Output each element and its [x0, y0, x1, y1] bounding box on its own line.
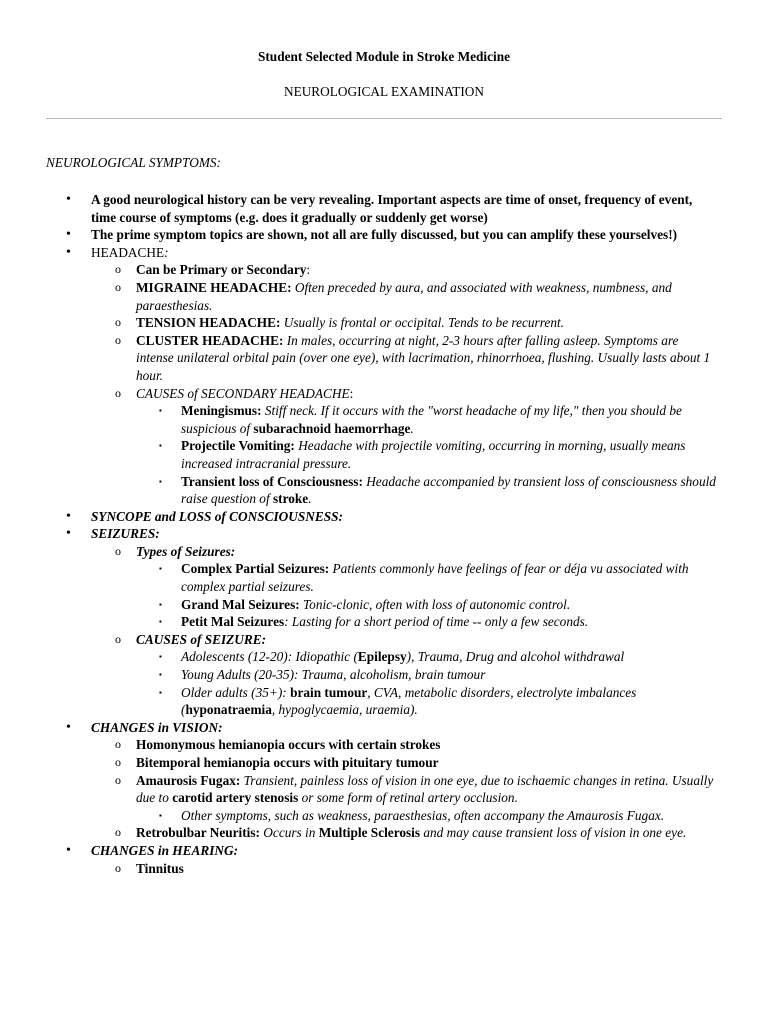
document-subtitle: NEUROLOGICAL EXAMINATION — [283, 84, 485, 99]
bullet-circle-icon: o — [115, 825, 121, 840]
bullet-circle-icon: o — [115, 860, 121, 875]
item-text: Headache with projectile vomiting, occurring in morning, usually means increased intracranial pressure. — [181, 438, 686, 471]
item-text: Complex Partial Seizures: — [181, 561, 330, 577]
item-text: TENSION HEADACHE: — [136, 315, 281, 331]
item-text: Older adults (35+): — [181, 684, 291, 700]
item-text: Grand Mal Seizures: — [181, 596, 300, 612]
bullet-disc-icon: • — [66, 244, 71, 260]
bullet-circle-icon: o — [115, 737, 121, 752]
item-text: Bitemporal hemianopia occurs with pituitary tumour — [136, 755, 439, 770]
list-item — [0, 560, 768, 595]
item-text: , hypoglycaemia, uraemia). — [271, 702, 418, 718]
bullet-square-icon: ▪ — [159, 441, 162, 451]
list-item — [0, 772, 768, 807]
item-text: subarachnoid haemorrhage — [253, 420, 411, 436]
list-item — [0, 613, 768, 631]
list-item — [0, 191, 768, 226]
item-text: CHANGES in VISION: — [91, 719, 223, 735]
item-text: Often preceded by aura, and associated with weakness, numbness, and paraesthesias. — [136, 279, 672, 313]
bullet-square-icon: ▪ — [159, 810, 162, 820]
bullet-circle-icon: o — [115, 332, 121, 347]
item-text: Retrobulbar Neuritis: — [136, 825, 260, 841]
item-text: Homonymous hemianopia occurs with certain strokes — [136, 737, 441, 753]
bullet-square-icon: ▪ — [159, 564, 162, 574]
item-text: SEIZURES: — [91, 526, 160, 542]
bullet-circle-icon: o — [115, 385, 121, 400]
item-text: Young Adults (20-35): Trauma, alcoholism, brain tumour — [181, 667, 486, 683]
list-item — [0, 648, 768, 666]
item-text: Projectile Vomiting: — [181, 438, 295, 454]
bullet-square-icon: ▪ — [159, 406, 162, 416]
item-text: Usually is frontal or occipital. Tends to be recurrent. — [280, 315, 564, 331]
list-item — [0, 437, 768, 472]
bullet-disc-icon: • — [66, 526, 71, 542]
item-text: Multiple Sclerosis — [318, 825, 421, 841]
item-text: The prime symptom topics are shown, not all are fully discussed, but you can amplify these yourselves!) — [91, 227, 678, 243]
item-text: : — [164, 244, 169, 260]
list-item — [0, 719, 768, 737]
item-text: Headache accompanied by transient loss of consciousness should raise question of — [181, 473, 716, 507]
item-text: Types of Seizures: — [136, 543, 236, 559]
item-text: carotid artery stenosis — [172, 790, 299, 806]
symptom-list — [0, 191, 768, 877]
bullet-disc-icon: • — [66, 192, 71, 207]
list-item — [0, 385, 768, 403]
item-text: , CVA, metabolic disorders, electrolyte imbalances ( — [181, 684, 637, 718]
item-text: Tonic-clonic, often with loss of autonomic control. — [299, 596, 571, 612]
item-text: stroke — [272, 491, 309, 507]
item-text: SYNCOPE and LOSS of CONSCIOUSNESS: — [91, 508, 343, 524]
item-text: Patients commonly have feelings of fear or déja vu associated with complex partial seizures. — [181, 561, 689, 595]
bullet-square-icon: ▪ — [159, 652, 162, 662]
list-item — [0, 754, 768, 772]
section-heading: NEUROLOGICAL SYMPTOMS: — [46, 155, 221, 170]
bullet-disc-icon: • — [66, 227, 71, 243]
list-item — [0, 226, 768, 244]
list-item — [0, 860, 768, 878]
item-text: hyponatraemia — [185, 702, 272, 718]
item-text: and may cause transient loss of vision in one eye. — [420, 825, 687, 841]
item-text: CAUSES of SECONDARY HEADACHE — [136, 385, 350, 401]
item-text: : Lasting for a short period of time -- only a few seconds. — [284, 614, 589, 630]
item-text: Petit Mal Seizures — [181, 614, 285, 630]
item-text: HEADACHE — [91, 244, 165, 260]
bullet-square-icon: ▪ — [159, 670, 162, 680]
item-text: CLUSTER HEADACHE: — [136, 332, 284, 348]
list-item — [0, 842, 768, 860]
item-text: Tinnitus — [136, 860, 184, 876]
item-text: Other symptoms, such as weakness, paraesthesias, often accompany the Amaurosis Fugax. — [181, 807, 665, 823]
list-item — [0, 684, 768, 719]
list-item — [0, 473, 768, 508]
bullet-disc-icon: • — [66, 508, 71, 524]
bullet-square-icon: ▪ — [159, 617, 162, 627]
item-text: A good neurological history can be very revealing. Important aspects are time of onset, frequency of event, time course of symptoms (e.g. does it gradually or suddenly get worse) — [91, 192, 693, 225]
item-text: Stiff neck. If it occurs with the "worst headache of my life," then you should be suspicious of — [181, 403, 682, 436]
list-item — [0, 332, 768, 385]
list-item — [0, 631, 768, 649]
bullet-circle-icon: o — [115, 315, 121, 330]
list-item — [0, 508, 768, 526]
bullet-circle-icon: o — [115, 755, 121, 769]
item-text: Epilepsy — [357, 649, 407, 665]
item-text: or some form of retinal artery occlusion. — [298, 790, 518, 806]
item-text: MIGRAINE HEADACHE: — [136, 279, 292, 295]
list-item — [0, 261, 768, 279]
list-item — [0, 244, 768, 262]
list-item — [0, 543, 768, 561]
item-text: Occurs in — [259, 825, 319, 841]
item-text: Transient loss of Consciousness: — [181, 473, 363, 489]
item-text: Adolescents (12-20): Idiopathic ( — [181, 649, 358, 665]
list-item — [0, 525, 768, 543]
list-item — [0, 314, 768, 332]
bullet-circle-icon: o — [115, 772, 121, 787]
item-text: Transient, painless loss of vision in one eye, due to ischaemic changes in retina. Usually due to — [136, 772, 714, 806]
bullet-circle-icon: o — [115, 279, 121, 294]
list-item — [0, 596, 768, 614]
bullet-square-icon: ▪ — [159, 476, 162, 486]
bullet-disc-icon: • — [66, 842, 71, 858]
item-text: In males, occurring at night, 2-3 hours after falling asleep. Symptoms are intense unilateral orbital pain (over one eye), with lacrimation, rhinorrhoea, flushing. Usually lasts about 1 hour. — [136, 332, 711, 383]
item-text: . — [410, 420, 414, 436]
item-text: : — [349, 385, 354, 401]
item-text: Meningismus: — [181, 403, 262, 419]
bullet-square-icon: ▪ — [159, 599, 162, 609]
bullet-disc-icon: • — [66, 719, 71, 735]
document-title: Student Selected Module in Stroke Medicine — [257, 49, 511, 64]
bullet-circle-icon: o — [115, 262, 121, 277]
list-item — [0, 279, 768, 314]
list-item — [0, 402, 768, 437]
list-item — [0, 824, 768, 842]
item-text: ), Trauma, Drug and alcohol withdrawal — [406, 649, 625, 665]
horizontal-rule — [46, 118, 722, 119]
item-text: brain tumour — [290, 684, 368, 700]
list-item — [0, 736, 768, 754]
item-text: Can be Primary or Secondary — [136, 262, 307, 278]
list-item — [0, 666, 768, 684]
bullet-circle-icon: o — [115, 631, 121, 646]
item-text: CHANGES in HEARING: — [91, 842, 239, 858]
list-item — [0, 807, 768, 825]
item-text: : — [306, 262, 311, 278]
item-text: Amaurosis Fugax: — [136, 772, 241, 788]
item-text: . — [308, 491, 312, 507]
item-text: CAUSES of SEIZURE: — [136, 631, 267, 647]
bullet-circle-icon: o — [115, 543, 121, 558]
bullet-square-icon: ▪ — [159, 687, 162, 697]
